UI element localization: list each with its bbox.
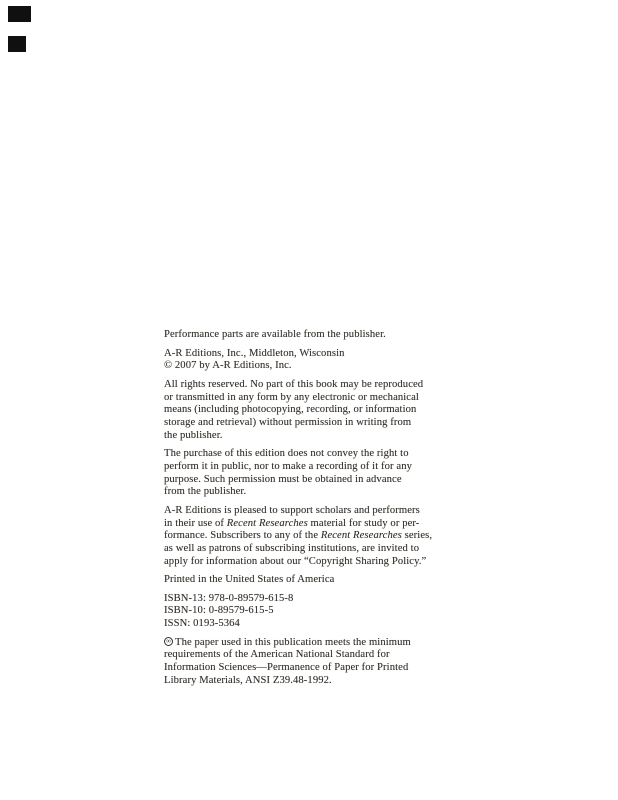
text-line (164, 486, 464, 499)
text-line (164, 543, 464, 556)
text-segment: requirements of the American National Standard for (164, 649, 390, 661)
text-segment: from the publisher. (164, 486, 247, 498)
text-line (164, 605, 464, 618)
text-line (164, 360, 464, 373)
text-line (164, 618, 464, 631)
copyright-text-block (164, 329, 464, 687)
paragraph-purchase-terms (164, 448, 464, 499)
text-line (164, 637, 464, 650)
text-segment: ISSN: 0193-5364 (164, 618, 240, 630)
text-segment: ISBN-10: 0-89579-615-5 (164, 605, 274, 617)
paragraph-performance-parts-note (164, 329, 464, 342)
text-segment: purpose. Such permission must be obtained in advance (164, 473, 402, 485)
text-line (164, 518, 464, 531)
paragraph-paper-standard (164, 637, 464, 688)
text-segment: Performance parts are available from the publisher. (164, 329, 386, 340)
text-line (164, 593, 464, 606)
text-segment: storage and retrieval) without permission in writing from (164, 416, 412, 428)
paragraph-identifiers (164, 593, 464, 631)
text-line (164, 505, 464, 518)
text-line (164, 392, 464, 405)
text-segment: formance. Subscribers to any of the (164, 530, 321, 542)
text-line (164, 430, 464, 443)
scan-artifact-mark (8, 6, 31, 22)
text-line (164, 662, 464, 675)
text-line (164, 574, 464, 587)
text-line (164, 461, 464, 474)
text-segment: material for study or per- (307, 517, 420, 529)
text-segment: All rights reserved. No part of this book may be reproduced (164, 378, 424, 390)
italic-text: Recent Researches (226, 517, 308, 529)
text-segment: perform it in public, nor to make a recording of it for any (164, 460, 413, 472)
text-segment: series, (401, 530, 433, 542)
text-segment: A-R Editions, Inc., Middleton, Wisconsin (164, 347, 345, 359)
text-line (164, 404, 464, 417)
scan-artifact-mark (8, 36, 26, 52)
text-segment: the publisher. (164, 429, 223, 441)
text-line (164, 530, 464, 543)
paragraph-publisher-imprint (164, 348, 464, 373)
text-line (164, 448, 464, 461)
text-segment: or transmitted in any form by any electronic or mechanical (164, 391, 419, 403)
text-segment: The purchase of this edition does not convey the right to (164, 448, 409, 460)
text-segment: © 2007 by A-R Editions, Inc. (164, 360, 292, 372)
text-line (164, 556, 464, 569)
text-line (164, 379, 464, 392)
text-segment: in their use of (164, 517, 227, 529)
paragraph-copyright-sharing-policy (164, 505, 464, 568)
text-line (164, 417, 464, 430)
text-segment: ISBN-13: 978-0-89579-615-8 (164, 592, 294, 604)
text-segment: means (including photocopying, recording, or information (164, 404, 417, 416)
permanent-paper-icon: ∞ (166, 636, 171, 645)
text-segment: as well as patrons of subscribing institutions, are invited to (164, 542, 420, 554)
text-line (164, 474, 464, 487)
text-line (164, 348, 464, 361)
text-segment: Information Sciences—Permanence of Paper for Printed (164, 662, 409, 674)
paragraph-all-rights-reserved (164, 379, 464, 442)
paragraph-printed-in-usa (164, 574, 464, 587)
text-line (164, 675, 464, 688)
italic-text: Recent Researches (320, 530, 402, 542)
text-segment: Library Materials, ANSI Z39.48-1992. (164, 674, 332, 686)
text-line (164, 649, 464, 662)
text-segment: The paper used in this publication meets the minimum (175, 636, 411, 648)
text-line (164, 329, 464, 342)
text-segment: A-R Editions is pleased to support scholars and performers (164, 504, 420, 516)
text-segment: Printed in the United States of America (164, 574, 335, 586)
text-segment: apply for information about our “Copyright Sharing Policy.” (164, 555, 427, 567)
